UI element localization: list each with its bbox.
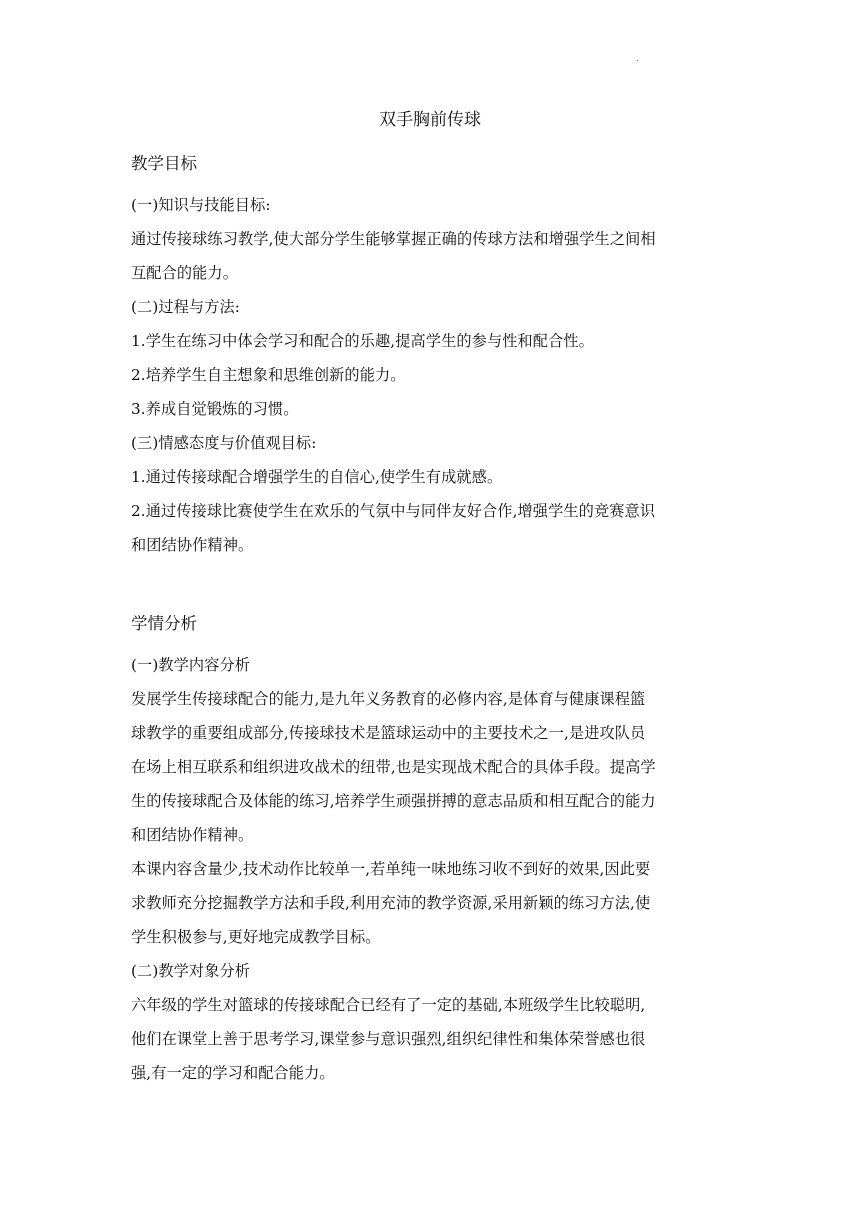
paragraph-line: (二)过程与方法:	[131, 298, 240, 316]
paragraph-line: 学生积极参与,更好地完成教学目标。	[131, 928, 381, 946]
paragraph-line: 发展学生传接球配合的能力,是九年义务教育的必修内容,是体育与健康课程篮	[131, 690, 646, 708]
page-title: 双手胸前传球	[379, 110, 481, 130]
paragraph-line: 他们在课堂上善于思考学习,课堂参与意识强烈,组织纪律性和集体荣誉感也很	[131, 1030, 646, 1048]
paragraph-line: 六年级的学生对篮球的传接球配合已经有了一定的基础,本班级学生比较聪明,	[131, 996, 646, 1014]
paragraph-line: 和团结协作精神。	[131, 536, 254, 554]
paragraph-line: 1.通过传接球配合增强学生的自信心,使学生有成就感。	[131, 468, 503, 486]
paragraph-line: (三)情感态度与价值观目标:	[131, 434, 317, 452]
section-body-learning-analysis	[131, 648, 737, 1090]
paragraph-line: (一)教学内容分析	[131, 656, 251, 674]
section-body-teaching-goals	[131, 188, 737, 562]
paragraph-line: 在场上相互联系和组织进攻战术的纽带,也是实现战术配合的具体手段。提高学	[131, 758, 656, 776]
paragraph-line: 2.通过传接球比赛使学生在欢乐的气氛中与同伴友好合作,增强学生的竞赛意识	[131, 502, 656, 520]
paragraph-line: (二)教学对象分析	[131, 962, 251, 980]
paragraph-line: 通过传接球练习教学,使大部分学生能够掌握正确的传球方法和增强学生之间相	[131, 230, 656, 248]
paragraph-line: 本课内容含量少,技术动作比较单一,若单纯一味地练习收不到好的效果,因此要	[131, 860, 651, 878]
section-heading-teaching-goals: 教学目标	[131, 154, 197, 173]
paragraph-line: 求教师充分挖掘教学方法和手段,利用充沛的教学资源,采用新颖的练习方法,使	[131, 894, 651, 912]
section-heading-learning-analysis: 学情分析	[131, 614, 197, 633]
corner-mark: .	[636, 54, 639, 64]
paragraph-line: 互配合的能力。	[131, 264, 239, 282]
paragraph-line: 1.学生在练习中体会学习和配合的乐趣,提高学生的参与性和配合性。	[131, 332, 594, 350]
paragraph-line: 和团结协作精神。	[131, 826, 254, 844]
paragraph-line: 3.养成自觉锻炼的习惯。	[131, 400, 299, 418]
paragraph-line: 2.培养学生自主想象和思维创新的能力。	[131, 366, 406, 384]
paragraph-line: (一)知识与技能目标:	[131, 196, 271, 214]
paragraph-line: 生的传接球配合及体能的练习,培养学生顽强拼搏的意志品质和相互配合的能力	[131, 792, 656, 810]
paragraph-line: 球教学的重要组成部分,传接球技术是篮球运动中的主要技术之一,是进攻队员	[131, 724, 646, 742]
paragraph-line: 强,有一定的学习和配合能力。	[131, 1064, 335, 1082]
